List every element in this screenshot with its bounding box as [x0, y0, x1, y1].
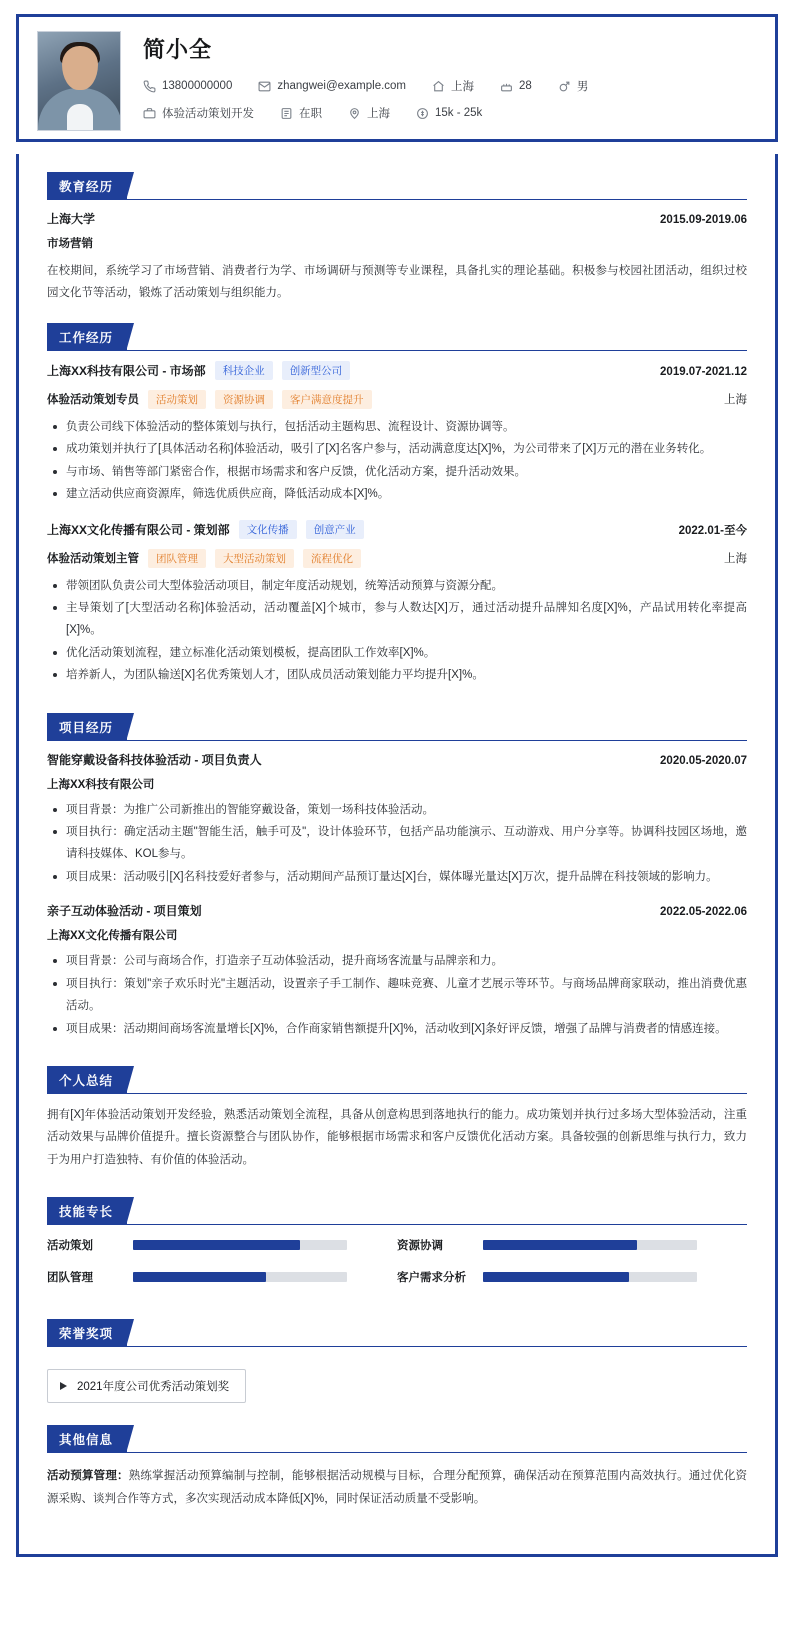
- contact-row-secondary: [143, 105, 757, 121]
- contact-gender: [558, 78, 589, 94]
- section-rule: [47, 1346, 747, 1347]
- section-rule: [47, 1224, 747, 1225]
- job-location: [348, 105, 390, 121]
- section-title-summary: 个人总结: [47, 1066, 127, 1094]
- work-company-tag: 文化传播: [239, 520, 297, 539]
- skill-item: [397, 1269, 747, 1285]
- work-company: 上海XX文化传播有限公司 - 策划部: [47, 522, 230, 537]
- section-rule: [47, 350, 747, 351]
- section-title-awards: 荣誉奖项: [47, 1319, 127, 1347]
- section-awards: [47, 1319, 747, 1403]
- skills-grid: [47, 1237, 747, 1301]
- skill-item: [47, 1269, 397, 1285]
- summary-text: 拥有[X]年体验活动策划开发经验，熟悉活动策划全流程，具备从创意构思到落地执行的能力。成功策划并执行过多场大型体验活动，注重活动效果与品牌价值提升。擅长资源整合与团队协作，能够根据市场需求和客户反馈优化活动方案。具备较强的创新思维与执行力，致力于为用户打造独特、有价值的体验活动。: [47, 1109, 747, 1166]
- list-item: 主导策划了[大型活动名称]体验活动，活动覆盖[X]个城市，参与人数达[X]万，通过活动提升品牌知名度[X]%，产品试用转化率提高[X]%。: [64, 597, 747, 642]
- project-bullets: [47, 799, 747, 889]
- home-icon: [432, 80, 445, 93]
- work-place: 上海: [724, 553, 747, 566]
- list-item: 项目执行：确定活动主题"智能生活，触手可及"，设计体验环节，包括产品功能演示、互动游戏、用户分享等。协调科技园区场地，邀请科技媒体、KOL参与。: [64, 821, 747, 866]
- project-bullets: [47, 950, 747, 1040]
- job-target: [143, 105, 254, 121]
- work-position-tag: 资源协调: [215, 390, 273, 409]
- section-title-projects: 项目经历: [47, 713, 127, 741]
- section-rule: [47, 740, 747, 741]
- work-item: [47, 361, 747, 506]
- work-bullets: [47, 416, 747, 506]
- skill-bar: [133, 1272, 347, 1282]
- salary-expectation-text: 15k - 25k: [435, 107, 483, 119]
- page-title: 简小全: [143, 37, 213, 62]
- section-title-work: 工作经历: [47, 323, 127, 351]
- section-rule: [47, 1093, 747, 1094]
- other-info: [47, 1465, 747, 1510]
- section-projects: [47, 713, 747, 1040]
- work-position: 体验活动策划主管: [47, 553, 139, 566]
- list-item: 项目成果：活动期间商场客流量增长[X]%，合作商家销售额提升[X]%，活动收到[X]条好评反馈，增强了品牌与消费者的情感连接。: [64, 1018, 747, 1040]
- salary-icon: [416, 107, 429, 120]
- award-item[interactable]: [47, 1369, 246, 1403]
- work-bullets: [47, 575, 747, 687]
- other-text: 熟练掌握活动预算编制与控制，能够根据活动规模与目标，合理分配预算，确保活动在预算范围内高效执行。通过优化资源采购、谈判合作等方式，多次实现活动成本降低[X]%，同时保证活动质量不受影响。: [47, 1470, 747, 1505]
- work-company-tag: 创意产业: [306, 520, 364, 539]
- contact-phone: [143, 80, 232, 93]
- list-item: 负责公司线下体验活动的整体策划与执行，包括活动主题构思、流程设计、资源协调等。: [64, 416, 747, 438]
- skill-bar-fill: [133, 1272, 266, 1282]
- skill-label: 资源协调: [397, 1240, 443, 1253]
- work-position-tag: 活动策划: [148, 390, 206, 409]
- education-description: 在校期间，系统学习了市场营销、消费者行为学、市场调研与预测等专业课程，具备扎实的理论基础。积极参与校园社团活动，组织过校园文化节等活动，锻炼了活动策划与组织能力。: [47, 265, 747, 300]
- contact-row-primary: [143, 78, 757, 94]
- contact-phone-text: 13800000000: [162, 80, 233, 92]
- section-skills: [47, 1197, 747, 1301]
- cake-icon: [500, 80, 513, 93]
- skill-bar: [133, 1240, 347, 1250]
- skill-bar: [483, 1240, 697, 1250]
- other-label: 活动预算管理：: [47, 1470, 129, 1483]
- section-rule: [47, 199, 747, 200]
- section-title-skills: 技能专长: [47, 1197, 127, 1225]
- list-item: 项目成果：活动吸引[X]名科技爱好者参与，活动期间产品预订量达[X]台，媒体曝光量达[X]万次，提升品牌在科技领域的影响力。: [64, 866, 747, 888]
- salary-expectation: [416, 107, 482, 120]
- skill-bar-fill: [133, 1240, 300, 1250]
- section-title-other: 其他信息: [47, 1425, 127, 1453]
- work-position-tag: 客户满意度提升: [282, 390, 372, 409]
- contact-hometown: [432, 78, 474, 94]
- caret-right-icon: [60, 1382, 67, 1390]
- job-status-text: 在职: [299, 108, 322, 120]
- location-icon: [348, 107, 361, 120]
- contact-age: [500, 80, 532, 93]
- resume-header: [16, 14, 778, 142]
- work-company-tag: 创新型公司: [282, 361, 351, 380]
- education-major: 市场营销: [47, 238, 93, 250]
- work-date: 2022.01-至今: [678, 524, 747, 537]
- section-education: [47, 172, 747, 305]
- phone-icon: [143, 80, 156, 93]
- section-other: [47, 1425, 747, 1510]
- section-work: [47, 323, 747, 687]
- gender-icon: [558, 80, 571, 93]
- project-name: 亲子互动体验活动 - 项目策划: [47, 904, 202, 919]
- work-position-tag: 流程优化: [303, 549, 361, 568]
- list-item: 成功策划并执行了[具体活动名称]体验活动，吸引了[X]名客户参与，活动满意度达[X]%，为公司带来了[X]万元的潜在业务转化。: [64, 438, 747, 460]
- list-item: 与市场、销售等部门紧密合作，根据市场需求和客户反馈，优化活动方案，提升活动效果。: [64, 461, 747, 483]
- project-item: [47, 751, 747, 889]
- project-date: 2022.05-2022.06: [660, 906, 747, 919]
- list-item: 项目背景：为推广公司新推出的智能穿戴设备，策划一场科技体验活动。: [64, 799, 747, 821]
- list-item: 项目背景：公司与商场合作，打造亲子互动体验活动，提升商场客流量与品牌亲和力。: [64, 950, 747, 972]
- project-name: 智能穿戴设备科技体验活动 - 项目负责人: [47, 752, 262, 767]
- work-item: [47, 520, 747, 687]
- project-org: 上海XX科技有限公司: [47, 778, 155, 791]
- status-icon: [280, 107, 293, 120]
- work-position-tag: 团队管理: [148, 549, 206, 568]
- skill-label: 客户需求分析: [397, 1272, 466, 1285]
- skill-item: [397, 1237, 747, 1253]
- job-target-text: 体验活动策划开发: [162, 108, 254, 120]
- contact-age-text: 28: [519, 80, 532, 92]
- work-position: 体验活动策划专员: [47, 394, 139, 407]
- job-location-text: 上海: [367, 108, 390, 120]
- list-item: 项目执行：策划"亲子欢乐时光"主题活动，设置亲子手工制作、趣味竞赛、儿童才艺展示等环节。与商场品牌商家联动，推出消费优惠活动。: [64, 973, 747, 1018]
- avatar: [37, 31, 121, 131]
- work-date: 2019.07-2021.12: [660, 365, 747, 378]
- skill-label: 活动策划: [47, 1240, 93, 1253]
- project-date: 2020.05-2020.07: [660, 754, 747, 767]
- contact-gender-text: 男: [576, 81, 589, 93]
- project-org: 上海XX文化传播有限公司: [47, 930, 178, 943]
- contact-email-text: zhangwei@example.com: [277, 80, 407, 92]
- contact-hometown-text: 上海: [451, 81, 475, 93]
- resume-body: [16, 154, 778, 1557]
- education-school: 上海大学: [47, 212, 96, 226]
- list-item: 培养新人，为团队输送[X]名优秀策划人才，团队成员活动策划能力平均提升[X]%。: [64, 664, 747, 686]
- education-date: 2015.09-2019.06: [660, 214, 747, 226]
- project-item: [47, 902, 747, 1040]
- skill-bar: [483, 1272, 697, 1282]
- skill-bar-fill: [483, 1240, 637, 1250]
- list-item: 建立活动供应商资源库，筛选优质供应商，降低活动成本[X]%。: [64, 483, 747, 505]
- contact-email: [258, 80, 406, 93]
- skill-label: 团队管理: [47, 1272, 93, 1285]
- skill-bar-fill: [483, 1272, 629, 1282]
- job-status: [280, 105, 322, 121]
- section-rule: [47, 1452, 747, 1453]
- work-position-tag: 大型活动策划: [215, 549, 294, 568]
- list-item: 优化活动策划流程，建立标准化活动策划模板，提高团队工作效率[X]%。: [64, 642, 747, 664]
- work-company: 上海XX科技有限公司 - 市场部: [47, 363, 206, 378]
- skill-item: [47, 1237, 397, 1253]
- briefcase-icon: [143, 107, 156, 120]
- work-company-tag: 科技企业: [215, 361, 273, 380]
- section-summary: [47, 1066, 747, 1171]
- award-label: 2021年度公司优秀活动策划奖: [77, 1381, 230, 1394]
- list-item: 带领团队负责公司大型体验活动项目，制定年度活动规划，统筹活动预算与资源分配。: [64, 575, 747, 597]
- section-title-education: 教育经历: [47, 172, 127, 200]
- work-place: 上海: [724, 394, 747, 407]
- mail-icon: [258, 80, 271, 93]
